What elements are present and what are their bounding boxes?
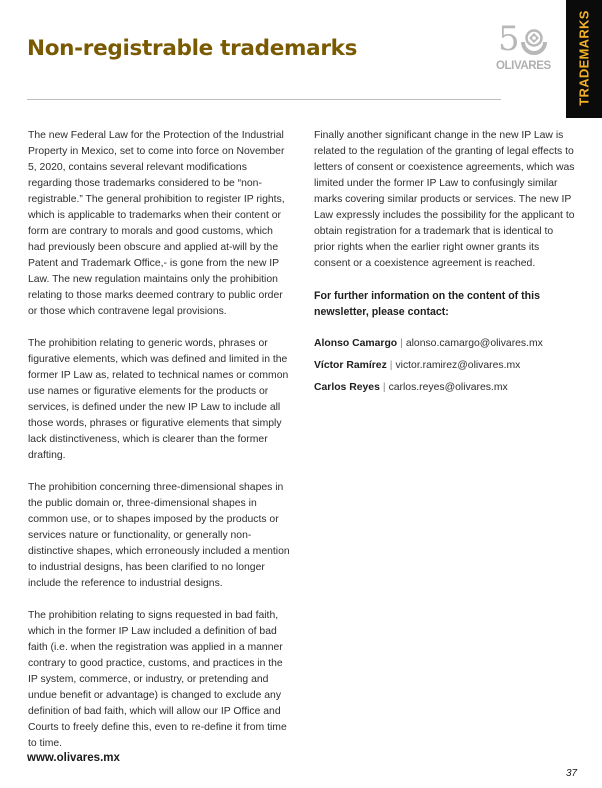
- right-column: [314, 128, 576, 402]
- contact-item: [314, 380, 576, 396]
- contact-email-link[interactable]: alonso.camargo@olivares.mx: [405, 338, 543, 349]
- contact-email-link[interactable]: victor.ramirez@olivares.mx: [395, 360, 521, 371]
- contact-separator: |: [382, 382, 386, 393]
- website-link[interactable]: www.olivares.mx: [27, 752, 120, 764]
- page-title: Non-registrable trademarks: [27, 36, 358, 61]
- paragraph-generic-words: The prohibition relating to generic words, phrases or figurative elements, which was defined and limited in the former IP Law as, related to technical names or common use names or figurative elements for the products or services, is defined under the new IP Law to include all those words, phrases or figurative elements that simply lack distinctiveness, which is clearer than the former drafting.: [28, 338, 289, 461]
- contact-name: Carlos Reyes: [314, 382, 380, 393]
- contact-name: Alonso Camargo: [314, 338, 398, 349]
- contact-item: [314, 336, 576, 352]
- paragraph-bad-faith: The prohibition relating to signs requested in bad faith, which in the former IP Law included a definition of bad faith (i.e. when the registration was applied in a manner contrary to good practice, customs, and practices in the IP system, commerce, or industry, or pretending and undue benefit or advantage) is changed to exclude any definition of bad faith, which will allow our IP Office and Courts to freely define this, even to re-define it from time to time.: [28, 610, 287, 749]
- contact-item: [314, 358, 576, 374]
- olivares-mark-icon: [519, 26, 549, 56]
- paragraph-consent: Finally another significant change in the new IP Law is related to the regulation of the granting of legal effects to letters of consent or coexistence agreements, which was limited under the former IP Law to confusingly similar marks covering similar products or services. The new IP Law expressly includes the possibility for the applicant to obtain registration for a trademark that is identical to prior rights when the earlier right owner grants its consent or a coexistence agreement is reached.: [314, 130, 575, 269]
- contact-separator: |: [400, 338, 403, 349]
- paragraph-intro: The new Federal Law for the Protection of the Industrial Property in Mexico, set to come into force on November 5, 2020, contains several relevant modifications regarding those trademarks considered to be “non-registrable.” The general prohibition to register IP rights, which is applicable to trademarks when their content or form are contrary to morals and good customs, which had previously been obscure and applied at-will by the Patent and Trademark Office,- is gone from the new IP Law. The new regulation maintains only the prohibition relating to those marks deemed contrary to public order or those which contravene legal provisions.: [28, 130, 285, 317]
- contact-name: Víctor Ramírez: [314, 360, 387, 371]
- contact-heading: For further information on the content of this newsletter, please contact:: [314, 290, 540, 318]
- paragraph-three-dimensional: The prohibition concerning three-dimensional shapes in the public domain or, three-dimensional shapes in common use, or to shapes imposed by the products or services nature or functionality, or generally non-distinctive shapes, which erroneously included a mention to industrial designs, has been clarified to no longer include the reference to industrial designs.: [28, 482, 290, 589]
- logo-wordmark: OLIVARES: [496, 60, 551, 72]
- left-column: [28, 128, 292, 768]
- page-number: 37: [566, 768, 578, 779]
- section-tab-label: TRADEMARKS: [576, 10, 592, 106]
- section-tab: [566, 0, 602, 118]
- header-divider: [27, 99, 501, 100]
- logo-anniversary-number: 5: [498, 19, 520, 59]
- contact-separator: |: [389, 360, 393, 371]
- contact-email-link[interactable]: carlos.reyes@olivares.mx: [388, 382, 508, 393]
- olivares-50-logo: [494, 19, 556, 80]
